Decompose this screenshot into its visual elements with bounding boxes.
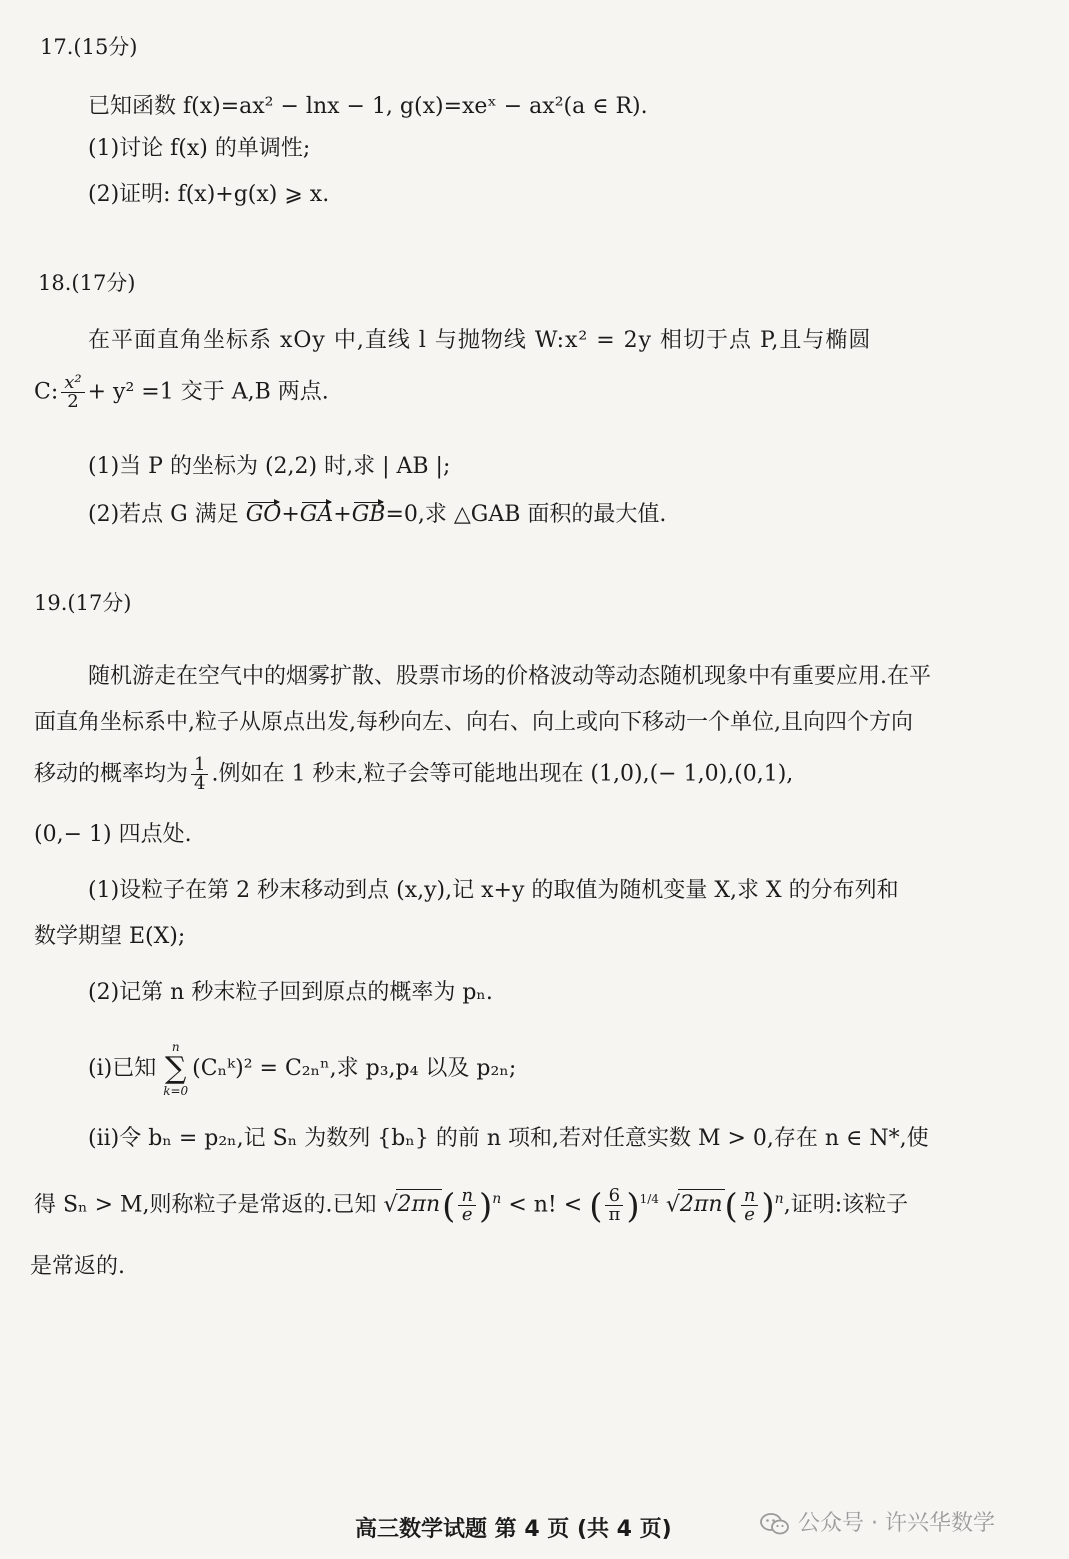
q19-ii-prefix: 得 Sₙ > M,则称粒子是常返的.已知 <box>34 1192 377 1218</box>
q17-header: 17.(15分) <box>40 35 138 59</box>
paren-close: ) <box>479 1186 493 1227</box>
wechat-watermark <box>760 1506 995 1537</box>
q19-part2-ii-line1: (ii)令 bₙ = p₂ₙ,记 Sₙ 为数列 {bₙ} 的前 n 项和,若对任意实数 M > 0,存在 n ∈ N*,使 <box>88 1126 929 1151</box>
bleed-through-mark <box>878 58 884 79</box>
plus-sign: + <box>333 502 352 527</box>
sqrt-sign: √ <box>665 1192 680 1218</box>
q19-part2-i <box>88 1040 516 1098</box>
paren-close: ) <box>761 1186 775 1227</box>
q19-prob-prefix: 移动的概率均为 <box>34 761 189 787</box>
q19-i-suffix: (Cₙᵏ)² = C₂ₙⁿ,求 p₃,p₄ 以及 p₂ₙ; <box>192 1056 517 1081</box>
vector-gb: GB <box>352 500 386 530</box>
q18-part2-suffix: =0,求 △GAB 面积的最大值. <box>385 502 667 527</box>
n-over-e <box>741 1184 759 1225</box>
six-num: 6 <box>605 1187 623 1206</box>
q18-fraction-numerator: x² <box>61 374 84 393</box>
n-over-e <box>458 1184 476 1225</box>
q18-stem-line2 <box>34 374 329 411</box>
power-quarter: 1/4 <box>639 1192 659 1206</box>
q19-prob-denominator: 4 <box>194 773 206 794</box>
paren-open: ( <box>589 1186 603 1227</box>
q19-prob-fraction <box>191 756 208 793</box>
plus-sign: + <box>281 502 300 527</box>
q18-part2-prefix: (2)若点 G 满足 <box>88 502 239 527</box>
q19-stem-line1: 随机游走在空气中的烟雾扩散、股票市场的价格波动等动态随机现象中有重要应用.在平 <box>88 664 931 689</box>
sum-lower-limit: k=0 <box>163 1084 189 1098</box>
page-number-label: 高三数学试题 第 4 页 (共 4 页) <box>355 1517 672 1542</box>
q19-stem-line4: (0,− 1) 四点处. <box>34 822 192 847</box>
q17-part1: (1)讨论 f(x) 的单调性; <box>88 136 311 161</box>
q19-ii-suffix: ,证明:该粒子 <box>783 1192 909 1218</box>
q18-header: 18.(17分) <box>38 271 136 295</box>
six-over-pi <box>605 1184 623 1225</box>
sum-upper-limit: n <box>171 1040 180 1054</box>
q18-fraction-denominator: 2 <box>67 391 79 412</box>
q17-stem: 已知函数 f(x)=ax² − lnx − 1, g(x)=xeˣ − ax²(a ∈ R). <box>88 94 648 119</box>
sigma-glyph: ∑ <box>164 1051 187 1086</box>
q17-part2: (2)证明: f(x)+g(x) ⩾ x. <box>88 182 330 207</box>
sqrt-sign: √ <box>383 1192 398 1218</box>
q18-stem-line1: 在平面直角坐标系 xOy 中,直线 l 与抛物线 W:x² = 2y 相切于点 P,且与椭圆 <box>88 328 872 353</box>
summation-symbol <box>163 1040 188 1098</box>
q19-part1-line2: 数学期望 E(X); <box>34 924 186 949</box>
q18-part1: (1)当 P 的坐标为 (2,2) 时,求 | AB |; <box>88 454 451 479</box>
q19-part2-ii-line2 <box>34 1184 909 1227</box>
power-n: n <box>774 1191 784 1207</box>
q18-ellipse-rest: + y² =1 交于 A,B 两点. <box>87 379 329 405</box>
vector-ga: GA <box>300 500 333 530</box>
q19-prob-numerator: 1 <box>191 756 208 775</box>
q19-i-prefix: (i)已知 <box>88 1056 157 1081</box>
q18-fraction <box>61 374 84 411</box>
wechat-account-label: 公众号 · 许兴华数学 <box>798 1511 995 1536</box>
paren-open: ( <box>724 1186 738 1227</box>
q19-stem-line3 <box>34 756 793 793</box>
n-over-e-den: e <box>744 1203 755 1225</box>
q19-stem-line2: 面直角坐标系中,粒子从原点出发,每秒向左、向右、向上或向下移动一个单位,且向四个方向 <box>34 710 913 735</box>
paren-close: ) <box>626 1186 640 1227</box>
wechat-icon <box>760 1513 790 1535</box>
n-over-e-num: n <box>458 1187 476 1206</box>
sqrt-radicand: 2πn <box>678 1189 725 1220</box>
q19-part2-ii-line3: 是常返的. <box>30 1254 125 1279</box>
factorial-inequality: < n! < <box>508 1192 583 1218</box>
n-over-e-num: n <box>741 1187 759 1206</box>
q19-part2: (2)记第 n 秒末粒子回到原点的概率为 pₙ. <box>88 980 493 1005</box>
q19-header: 19.(17分) <box>34 591 132 615</box>
q18-part2 <box>88 500 666 530</box>
sqrt-radicand: 2πn <box>396 1189 443 1220</box>
n-over-e-den: e <box>461 1203 473 1225</box>
power-n: n <box>492 1191 502 1207</box>
vector-go: GO <box>246 500 282 530</box>
paren-open: ( <box>442 1186 456 1227</box>
q19-part1-line1: (1)设粒子在第 2 秒末移动到点 (x,y),记 x+y 的取值为随机变量 X,求 X 的分布列和 <box>88 878 899 903</box>
q19-prob-suffix: .例如在 1 秒末,粒子会等可能地出现在 (1,0),(− 1,0),(0,1), <box>211 761 794 787</box>
pi-den: π <box>608 1203 621 1225</box>
q18-ellipse-label: C: <box>34 379 59 405</box>
